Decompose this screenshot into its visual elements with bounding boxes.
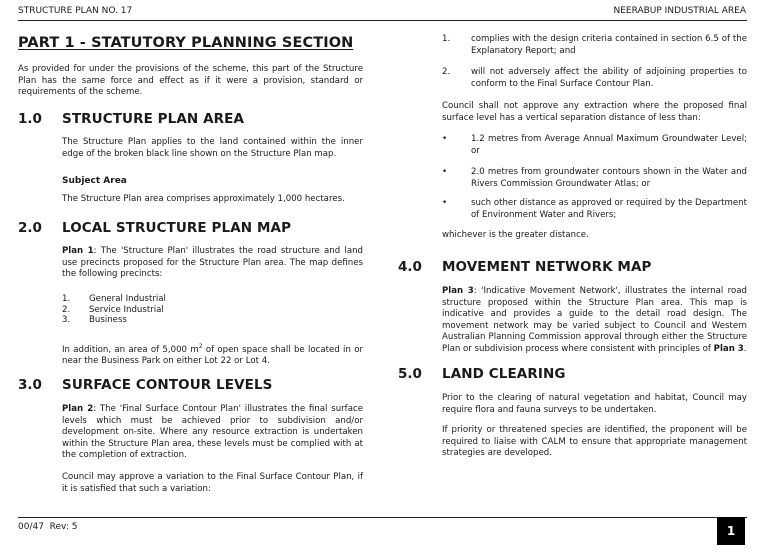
list-item: 3. Business <box>62 315 127 326</box>
section-1-subheading: Subject Area <box>62 176 127 186</box>
section-1-sub-body: The Structure Plan area comprises approximately 1,000 hectares. <box>62 194 345 204</box>
part-title: PART 1 - STATUTORY PLANNING SECTION <box>18 35 354 51</box>
section-1-body: The Structure Plan applies to the land contained within the inner edge of the broken black line shown on the Structure Plan map. <box>62 137 363 159</box>
list-item-num: 2. <box>442 67 451 77</box>
list-item-num: 1. <box>442 34 451 44</box>
variation-criteria-2: will not adversely affect the ability of adjoining properties to conform to the Final Surface Contour Plan. <box>471 67 747 89</box>
bullet-item: 1.2 metres from Average Annual Maximum Groundwater Level; or <box>471 134 747 156</box>
plan-3-label: Plan 3 <box>442 286 474 296</box>
header-left: STRUCTURE PLAN NO. 17 <box>18 6 133 16</box>
footer-revision: 00/47 Rev: 5 <box>18 522 78 532</box>
list-item: 2. Service Industrial <box>62 304 164 315</box>
section-2-number: 2.0 <box>18 220 42 236</box>
section-2-title: LOCAL STRUCTURE PLAN MAP <box>62 220 292 236</box>
bullet-item: 2.0 metres from groundwater contours shown in the Water and Rivers Commission Groundwater Atlas; or <box>471 167 747 189</box>
header-rule <box>18 20 747 21</box>
plan-2-label: Plan 2 <box>62 404 94 414</box>
section-4-body: Plan 3: 'Indicative Movement Network', illustrates the internal road structure proposed within the Structure Plan area. This map is indicative and provides a guide to the detail road design. The movement network may be varied subject to Council and Western Australian Planning Commission approval through either the Structure Plan or subdivision process where consistent with principles of Plan 3. <box>442 286 747 354</box>
bullet-icon: • <box>442 134 448 144</box>
plan-1-label: Plan 1 <box>62 246 94 256</box>
section-3-body: Plan 2: The 'Final Surface Contour Plan' illustrates the final surface levels which must be achieved prior to subdivision and/or development on-site. Where any resource extraction is undertaken within the Structure Plan area, these levels must be complied with at the completion of extraction. <box>62 404 363 461</box>
intro-paragraph: As provided for under the provisions of the scheme, this part of the Structure Plan has the same force and effect as if it were a provision, standard or requirements of the scheme. <box>18 64 363 98</box>
bullet-icon: • <box>442 198 448 208</box>
page-number-badge: 1 <box>717 517 745 545</box>
footer-rule <box>18 517 747 518</box>
section-4-title: MOVEMENT NETWORK MAP <box>442 259 652 275</box>
section-5-body-2: If priority or threatened species are identified, the proponent will be required to liaise with CALM to ensure that appropriate management strategies are developed. <box>442 425 747 459</box>
variation-criteria-1: complies with the design criteria contained in section 6.5 of the Explanatory Report; and <box>471 34 747 56</box>
section-5-number: 5.0 <box>398 366 422 382</box>
extraction-paragraph: Council shall not approve any extraction where the proposed final surface level has a vertical separation distance of less than: <box>442 101 747 123</box>
whichever-text: whichever is the greater distance. <box>442 230 589 240</box>
precinct-list <box>62 294 166 327</box>
header-right: NEERABUP INDUSTRIAL AREA <box>613 6 746 16</box>
section-5-body: Prior to the clearing of natural vegetation and habitat, Council may require flora and fauna surveys to be undertaken. <box>442 393 747 415</box>
section-4-number: 4.0 <box>398 259 422 275</box>
bullet-icon: • <box>442 167 448 177</box>
section-1-title: STRUCTURE PLAN AREA <box>62 111 245 127</box>
bullet-item: such other distance as approved or required by the Department of Environment Water and Rivers; <box>471 198 747 220</box>
section-1-number: 1.0 <box>18 111 42 127</box>
section-3-variation: Council may approve a variation to the Final Surface Contour Plan, if it is satisfied that such a variation: <box>62 472 363 494</box>
section-2-body: Plan 1: The 'Structure Plan' illustrates the road structure and land use precincts proposed for the Structure Plan area. The map defines the following precincts: <box>62 246 363 280</box>
open-space-paragraph: In addition, an area of 5,000 $m^2$ of open space shall be located in or near the Business Park on either Lot 22 or Lot 4. <box>62 343 363 367</box>
section-5-title: LAND CLEARING <box>442 366 566 382</box>
section-3-title: SURFACE CONTOUR LEVELS <box>62 377 273 393</box>
section-3-number: 3.0 <box>18 377 42 393</box>
list-item: 1. General Industrial <box>62 294 166 304</box>
